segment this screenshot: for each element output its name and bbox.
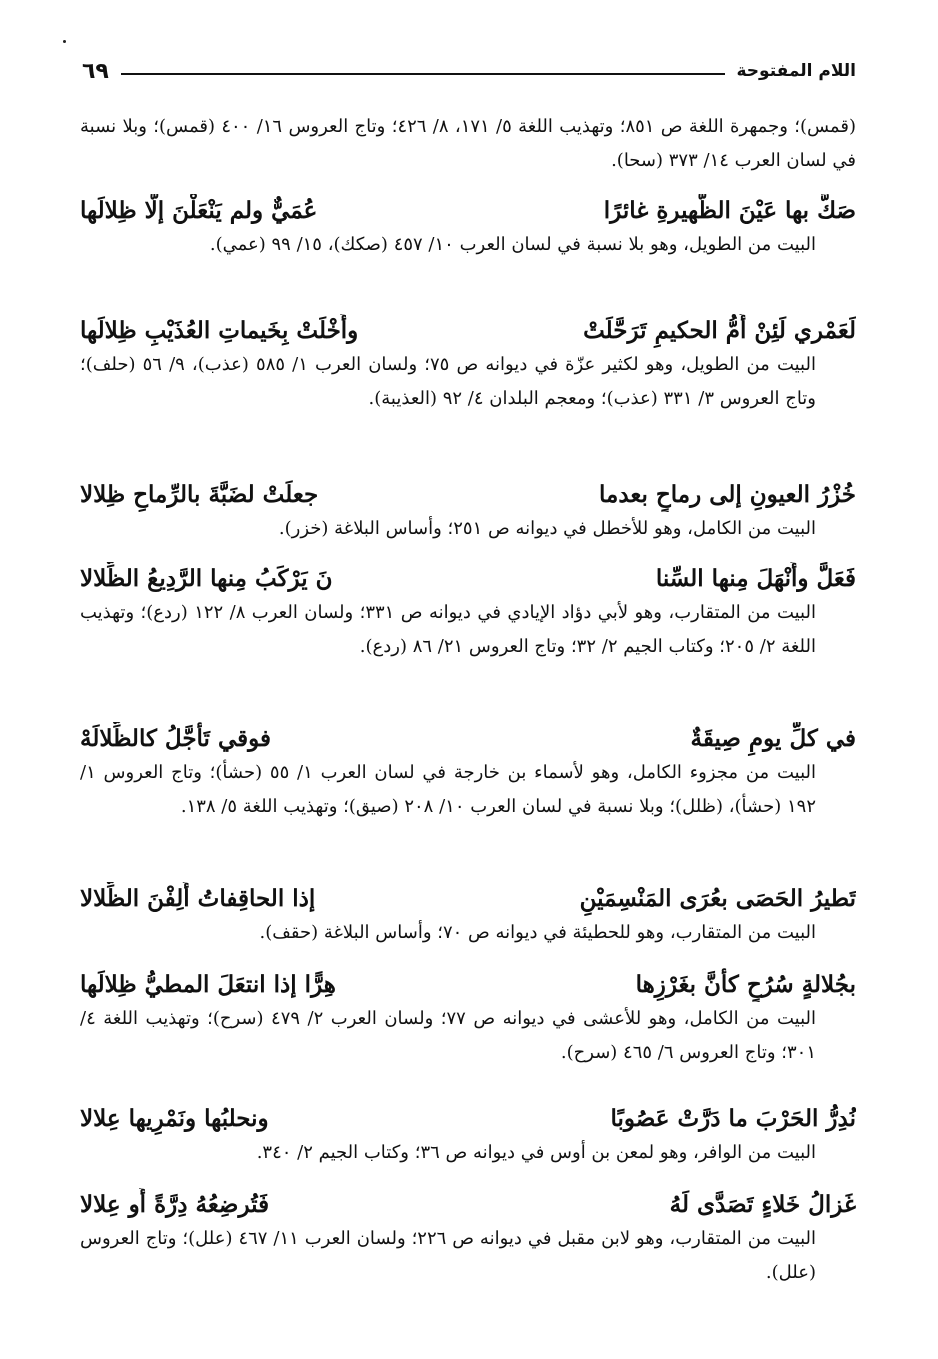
verse-line [80, 882, 856, 916]
verse-entry [80, 562, 856, 664]
verse-first-hemistich: نُدِرُّ الحَرْبَ ما دَرَّتْ عَصُوبًا [610, 1105, 856, 1132]
verse-line [80, 1102, 856, 1136]
verse-entry [80, 968, 856, 1070]
header-title: اللام المفتوحة [736, 61, 856, 81]
verse-first-hemistich: تَطيرُ الحَصَى بعُرَى المَنْسِمَيْنِ [579, 885, 856, 912]
verse-first-hemistich: في كلِّ يومِ صِيقَةٌ [690, 725, 856, 752]
verse-note: البيت من الوافر، وهو لمعن بن أوس في ديوانه ص ٣٦؛ وكتاب الجيم ٢/ ٣٤٠. [256, 1142, 816, 1163]
verse-note: البيت من الطويل، وهو لكثير عزّة في ديوانه ص ٧٥؛ ولسان العرب ١/ ٥٨٥ (عذب)، ٩/ ٥٦ (حلف)؛ وتاج العروس ٣/ ٣٣١ (عذب)؛ ومعجم البلدان ٤/ ٩٢ (العذيبة). [80, 354, 816, 409]
verse-second-hemistich: فوقي تَأَجَّلُ كالظِّلالَهْ [80, 725, 271, 752]
verse-second-hemistich: ونحلبُها ونَمْرِيها عِلالا [80, 1105, 269, 1132]
verse-first-hemistich: لَعَمْري لَئِنْ أُمُّ الحكيمِ تَرَحَّلَتْ [583, 317, 856, 344]
verse-note: البيت من المتقارب، وهو لابن مقبل في ديوانه ص ٢٢٦؛ ولسان العرب ١١/ ٤٦٧ (علل)؛ وتاج العروس (علل). [80, 1228, 816, 1283]
running-header [82, 54, 856, 88]
verse-second-hemistich: جعلَتْ لضَبَّةَ بالرِّماحِ ظِلالا [80, 481, 319, 508]
verse-line [80, 478, 856, 512]
verse-note: البيت من المتقارب، وهو للحطيئة في ديوانه ص ٧٠؛ وأساس البلاغة (حقف). [259, 922, 816, 943]
verse-first-hemistich: غَزالُ خَلاءٍ تَصَدَّى لَهُ [669, 1191, 856, 1218]
header-rule [121, 73, 725, 75]
verse-note: البيت من مجزوء الكامل، وهو لأسماء بن خارجة في لسان العرب ١/ ٥٥ (حشأ)؛ وتاج العروس ١/ ١٩٢ (حشأ)، (ظلل)؛ وبلا نسبة في لسان العرب ١٠/ ٢٠٨ (صيق)؛ وتهذيب اللغة ٥/ ١٣٨. [80, 762, 816, 817]
verse-line [80, 314, 856, 348]
verse-entry [80, 1188, 856, 1290]
verse-first-hemistich: فَعَلَّ وأَنْهَلَ مِنها السِّنا [655, 565, 856, 592]
page-number: ٦٩ [82, 58, 109, 84]
verse-first-hemistich: صَكَّ بها عَيْنَ الظَّهيرةِ غائرًا [603, 197, 856, 224]
verse-second-hemistich: هِرًّا إذا انتعَلَ المطيُّ ظِلالَها [80, 971, 336, 998]
verse-line [80, 194, 856, 228]
verse-entry [80, 882, 856, 950]
verse-first-hemistich: بجُلالةٍ سُرُحٍ كأَنَّ بغَرْزِها [635, 971, 856, 998]
verse-line [80, 562, 856, 596]
verse-second-hemistich: إذا الحاقِفاتُ أَلِفْنَ الظِّلالا [80, 885, 316, 912]
verse-line [80, 968, 856, 1002]
verse-second-hemistich: وأَخْلَتْ بِخَيماتِ العُذَيْبِ ظِلالَها [80, 317, 359, 344]
verse-note: البيت من الكامل، وهو للأعشى في ديوانه ص ٧٧؛ ولسان العرب ٢/ ٤٧٩ (سرح)؛ وتهذيب اللغة ٤/ ٣٠١؛ وتاج العروس ٦/ ٤٦٥ (سرح). [80, 1008, 816, 1063]
intro-note: (قمس)؛ وجمهرة اللغة ص ٨٥١؛ وتهذيب اللغة ٥/ ١٧١، ٨/ ٤٢٦؛ وتاج العروس ١٦/ ٤٠٠ (قمس)؛ وبلا نسبة في لسان العرب ١٤/ ٣٧٣ (سحا). [80, 116, 856, 171]
verse-first-hemistich: خُزْرُ العيونِ إلى رماحٍ بعدما [599, 481, 856, 508]
verse-entry [80, 1102, 856, 1170]
verse-second-hemistich: نَ يَرْكَبُ مِنها الرَّدِيعُ الظِّلالا [80, 565, 333, 592]
verse-entry [80, 478, 856, 546]
stray-dot [63, 40, 66, 43]
verse-entry [80, 194, 856, 262]
verse-note: البيت من الطويل، وهو بلا نسبة في لسان العرب ١٠/ ٤٥٧ (صكك)، ١٥/ ٩٩ (عمي). [209, 234, 816, 255]
verse-line [80, 1188, 856, 1222]
verse-note: البيت من الكامل، وهو للأخطل في ديوانه ص ٢٥١؛ وأساس البلاغة (خزر). [278, 518, 816, 539]
intro-note-block [80, 110, 856, 178]
verse-entry [80, 722, 856, 824]
verse-second-hemistich: فَتُرضِعُهُ دِرَّةً أَو عِلالا [80, 1191, 270, 1218]
verse-line [80, 722, 856, 756]
verse-entry [80, 314, 856, 416]
verse-note: البيت من المتقارب، وهو لأبي دؤاد الإيادي في ديوانه ص ٣٣١؛ ولسان العرب ٨/ ١٢٢ (ردع)؛ وتهذيب اللغة ٢/ ٢٠٥؛ وكتاب الجيم ٢/ ٣٢؛ وتاج العروس ٢١/ ٨٦ (ردع). [80, 602, 816, 657]
verse-second-hemistich: عُمَيٌّ ولم يَنْعَلْنَ إلَّا ظِلالَها [80, 197, 318, 224]
